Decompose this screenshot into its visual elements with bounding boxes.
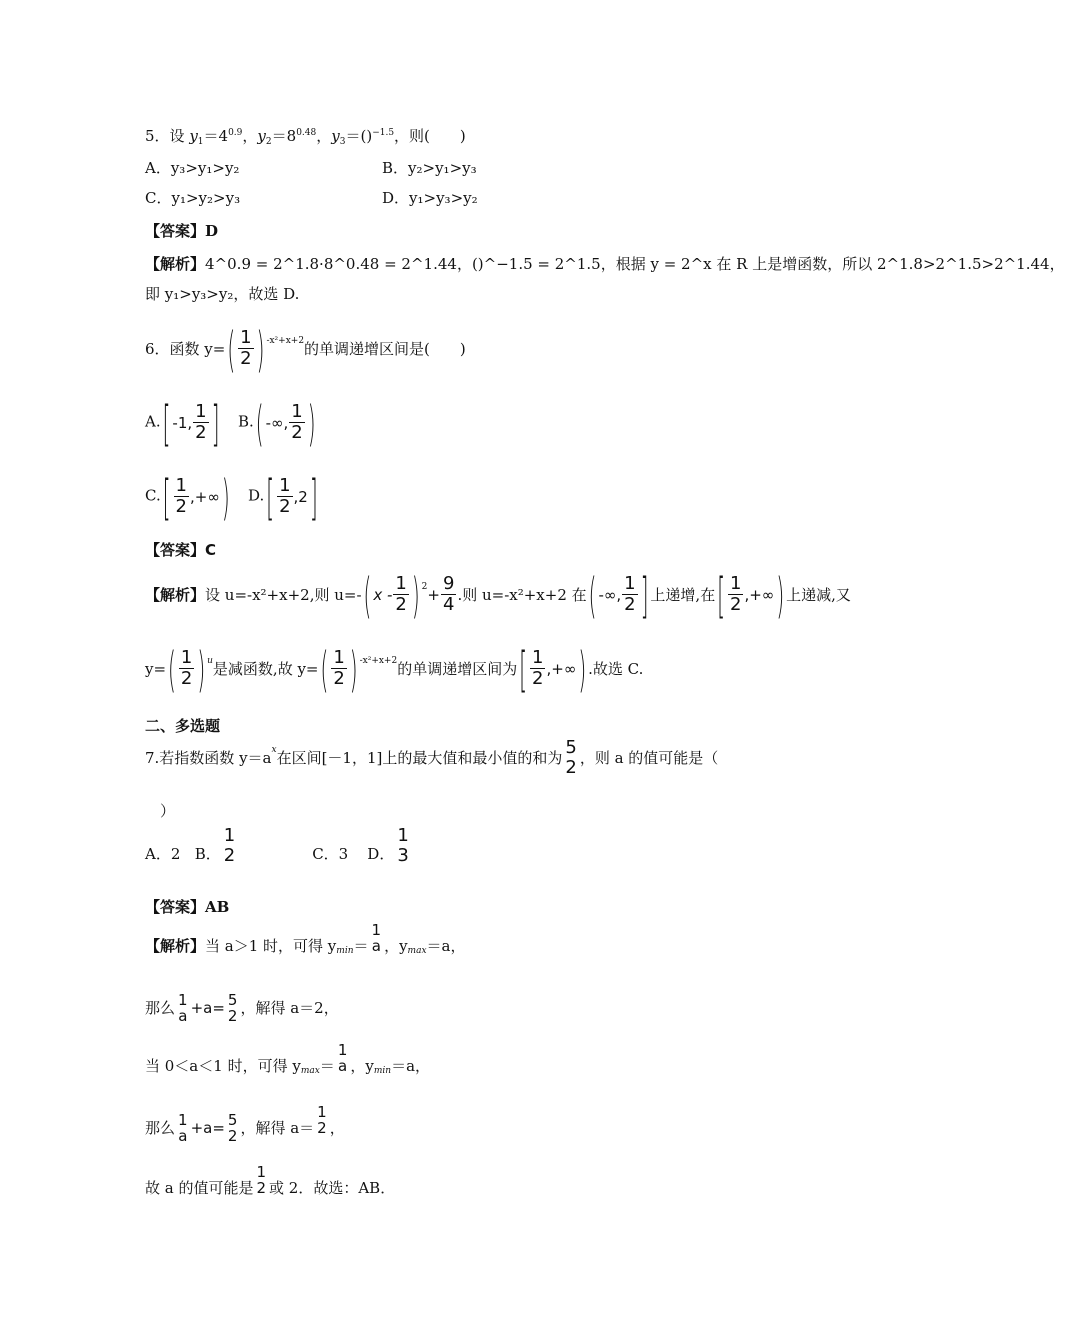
q5-option-b: B．y₂>y₁>y₃: [382, 159, 477, 177]
q7-stem-line1: 7.若指数函数 $y=a^x$在区间[－1，1]上的最大值和最小值的和为 5 2 ，则 a 的值可能是（: [145, 737, 719, 778]
q7-analysis-line2: 那么 1 a +a= 5 2 ，解得 a＝2，: [145, 991, 339, 1025]
q5-stem: 5．设 $y_1=4^{0.9}$，$y_2=8^{0.48}$，$y_3=()^{-1.5}$，则( ): [145, 127, 466, 147]
q7-analysis-line1: 【解析】当 a＞1 时，可得 $y_{min}=$ 1 a ，$y_{max}=a$，: [145, 921, 466, 956]
q5-option-a: A．y₃>y₁>y₂: [145, 159, 240, 177]
q6-option-d: D. [ $\frac{1}{2}$ ,2 ]: [248, 467, 318, 526]
q5-answer: 【答案】D: [145, 222, 219, 240]
q6-analysis-line2: y= ( $\frac{1}{2}$ ) $^u$是减函数,故 y= ( $\frac{1}{2}$ ) $^{-x^2+x+2}$的单调递增区间为 [ $\frac{1}{2}$ ,+∞ ) .故选 C.: [145, 639, 644, 698]
q6-answer: 【答案】C: [145, 541, 217, 559]
q7-analysis-line4: 那么 1 a +a= 5 2 ，解得 a＝ 1 2 ，: [145, 1103, 345, 1145]
q6-option-a: A. [ -1, $\frac{1}{2}$ ]: [145, 393, 220, 452]
q7-analysis-line3: 当 0＜a＜1 时，可得 $y_{max}=$ 1 a ，$y_{min}=a$，: [145, 1041, 431, 1076]
q7-stem-line2: ）: [160, 802, 176, 820]
q5-option-d: D．y₁>y₃>y₂: [382, 189, 478, 207]
q5-option-c: C．y₁>y₂>y₃: [145, 189, 241, 207]
q6-option-b: B. ( -∞, $\frac{1}{2}$ ): [238, 393, 316, 452]
q7-answer: 【答案】AB: [145, 898, 230, 916]
q5-analysis-line2: 即 y₁>y₃>y₂，故选 D.: [145, 285, 300, 303]
q7-analysis-line5: 故 a 的值可能是 1 2 或 2．故选：AB．: [145, 1163, 396, 1197]
q6-analysis-line1: 【解析】设 u=-x²+x+2,则 u=- ( x - $\frac{1}{2}$ ) $^2$+ $\frac{9}{4}$ .则 u=-x²+x+2 在 ( -∞, $\frac{1}{2}$ ] 上递增,在 [ $\frac{1}{2}$ ,+∞ ) 上递减,又: [145, 565, 851, 624]
q7-options: A．2 B． 1 2 C．3 D． 1 3: [145, 825, 409, 866]
q6-stem: 6．函数 y= ( $\frac{1}{2}$ ) $^{-x^2+x+2}$的单调递增区间是( ): [145, 319, 466, 378]
q6-option-c: C. [ $\frac{1}{2}$ ,+∞ ): [145, 467, 230, 526]
section-title: 二、多选题: [145, 717, 221, 735]
q5-analysis-line1: 【解析】4^0.9 = 2^1.8·8^0.48 = 2^1.44，()^−1.5 = 2^1.5，根据 y = 2^x 在 R 上是增函数，所以 2^1.8>2^1.5>2^1.44，: [145, 255, 1065, 273]
